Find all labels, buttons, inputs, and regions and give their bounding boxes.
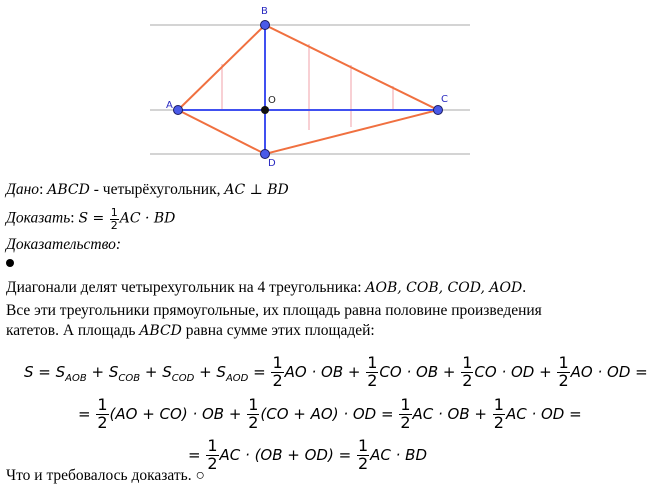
proof-line-2: Все эти треугольники прямоугольные, их площадь равна половине произведения bbox=[6, 302, 542, 319]
line3-a: катетов. А площадь bbox=[6, 322, 140, 339]
equation-line-1 bbox=[24, 355, 648, 390]
eq3-t1: AC · (OB + OD) = bbox=[219, 445, 356, 464]
equation-line-3 bbox=[188, 438, 427, 473]
line3-quad: ABCD bbox=[139, 323, 182, 339]
equation-line-2 bbox=[78, 397, 582, 432]
eq1-t3: CO · OD + bbox=[474, 362, 557, 381]
eq1-s: S = S bbox=[24, 362, 66, 381]
conclusion: Что и требовалось доказать. ○ bbox=[6, 467, 205, 484]
eq2-t2: (CO + AO) · OD = bbox=[260, 404, 399, 423]
prove-fraction bbox=[110, 207, 119, 231]
fraction-denominator: 2 bbox=[248, 412, 259, 432]
label-b: B bbox=[261, 6, 268, 17]
half-fraction bbox=[247, 397, 259, 432]
given-line bbox=[6, 181, 289, 199]
eq3-t2: AC · BD bbox=[370, 445, 428, 464]
fraction-denominator: 2 bbox=[272, 370, 283, 390]
eq1-sub4: AOD bbox=[225, 372, 249, 384]
eq2-t3: AC · OB + bbox=[412, 404, 492, 423]
eq1-t2: CO · OB + bbox=[379, 362, 461, 381]
fraction-numerator: 1 bbox=[248, 395, 259, 414]
eq1-p2: + S bbox=[140, 362, 172, 381]
label-d: D bbox=[268, 158, 276, 169]
fraction-numerator: 1 bbox=[110, 206, 118, 219]
point-o bbox=[261, 106, 269, 114]
label-a: A bbox=[166, 100, 173, 111]
triangles-list: AOB, COB, COD, AOD bbox=[365, 280, 523, 296]
half-fraction bbox=[357, 438, 369, 473]
half-fraction bbox=[96, 397, 108, 432]
proof-label: Доказательство: bbox=[6, 236, 122, 253]
fraction-denominator: 2 bbox=[462, 370, 473, 390]
quadrilateral-abcd bbox=[178, 25, 438, 154]
proof-line-3 bbox=[6, 322, 375, 340]
fraction-denominator: 2 bbox=[400, 412, 411, 432]
proof-line-1 bbox=[6, 279, 526, 297]
fraction-numerator: 1 bbox=[357, 436, 369, 455]
half-fraction bbox=[493, 397, 505, 432]
fraction-numerator: 1 bbox=[462, 353, 473, 372]
eq2-t1: (AO + CO) · OB + bbox=[109, 404, 247, 423]
eq1-t1: AO · OB + bbox=[284, 362, 366, 381]
prove-sep: : bbox=[70, 209, 79, 227]
fraction-denominator: 2 bbox=[558, 370, 569, 390]
fraction-denominator: 2 bbox=[97, 412, 108, 432]
point-b bbox=[261, 21, 270, 30]
eq1-p1: + S bbox=[86, 362, 119, 381]
fraction-numerator: 1 bbox=[400, 395, 411, 414]
label-o: O bbox=[268, 95, 276, 106]
eq1-sub1: AOB bbox=[65, 372, 87, 384]
eq1-p4: = bbox=[248, 362, 271, 381]
eq1-sub3: COD bbox=[171, 372, 195, 384]
fraction-numerator: 1 bbox=[207, 436, 218, 455]
half-fraction bbox=[461, 355, 473, 390]
quadrilateral-figure bbox=[0, 0, 600, 180]
fraction-denominator: 2 bbox=[357, 453, 369, 473]
prove-label: Доказать bbox=[6, 209, 71, 227]
fraction-denominator: 2 bbox=[110, 218, 118, 232]
eq2-pre: = bbox=[78, 404, 96, 423]
given-sep: : bbox=[39, 181, 48, 198]
prove-line bbox=[6, 207, 175, 231]
fraction-numerator: 1 bbox=[367, 353, 378, 372]
label-c: C bbox=[441, 94, 448, 105]
prove-lhs: S = bbox=[78, 210, 109, 227]
given-text: - четырёхугольник, bbox=[89, 181, 225, 198]
eq1-t4: AO · OD = bbox=[570, 362, 648, 381]
eq2-t4: AC · OD = bbox=[505, 404, 582, 423]
eq3-pre: = bbox=[188, 445, 206, 464]
given-label: Дано bbox=[6, 181, 40, 198]
half-fraction bbox=[206, 438, 218, 473]
bullet-point bbox=[6, 259, 14, 267]
given-condition: AC ⊥ BD bbox=[224, 182, 289, 198]
half-fraction bbox=[399, 397, 411, 432]
prove-rhs: AC · BD bbox=[119, 210, 176, 227]
half-fraction bbox=[271, 355, 283, 390]
fraction-numerator: 1 bbox=[558, 353, 569, 372]
fraction-denominator: 2 bbox=[207, 453, 218, 473]
fraction-denominator: 2 bbox=[367, 370, 378, 390]
point-c bbox=[434, 106, 443, 115]
point-a bbox=[174, 106, 183, 115]
given-quad: ABCD bbox=[47, 182, 90, 198]
half-fraction bbox=[557, 355, 569, 390]
fraction-denominator: 2 bbox=[493, 412, 504, 432]
fraction-numerator: 1 bbox=[97, 395, 108, 414]
fraction-numerator: 1 bbox=[272, 353, 283, 372]
line3-b: равна сумме этих площадей: bbox=[181, 322, 375, 339]
line1-text: Диагонали делят четырехугольник на 4 треугольника: bbox=[6, 279, 366, 296]
eq1-p3: + S bbox=[194, 362, 226, 381]
half-fraction bbox=[366, 355, 378, 390]
line1-end: . bbox=[522, 279, 527, 296]
eq1-sub2: COB bbox=[118, 372, 141, 384]
fraction-numerator: 1 bbox=[493, 395, 504, 414]
